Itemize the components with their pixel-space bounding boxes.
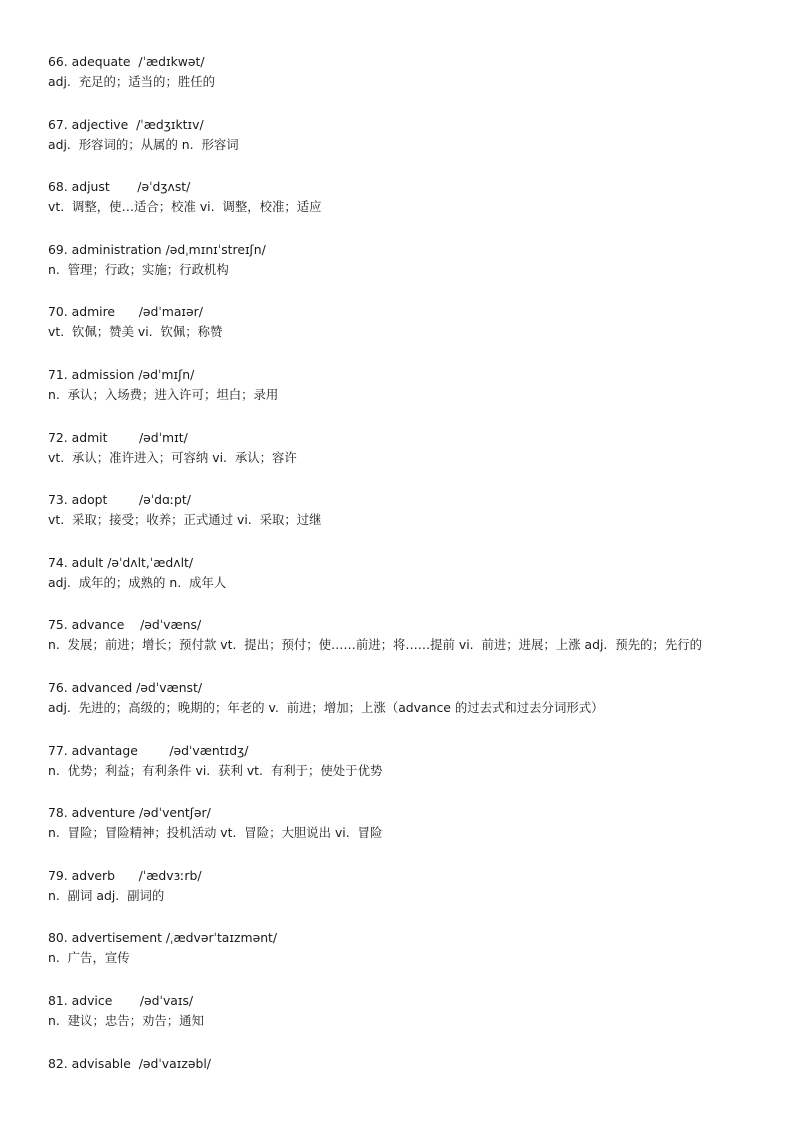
entry-definition: vt. 钦佩；赞美 vi. 钦佩；称赞 [48, 324, 223, 340]
entry-definition: adj. 成年的；成熟的 n. 成年人 [48, 574, 227, 590]
entry-headword: 76. advanced /ədˈvænst/ [48, 679, 203, 695]
entry-definition: n. 优势；利益；有利条件 vi. 获利 vt. 有利于；使处于优势 [48, 762, 383, 778]
entry-definition: n. 管理；行政；实施；行政机构 [48, 261, 229, 277]
entry-headword: 68. adjust /əˈdʒʌst/ [48, 179, 191, 195]
vocab-entry-77 [48, 741, 768, 804]
vocab-entry-82 [48, 1054, 768, 1117]
vocab-entry-78 [48, 803, 768, 866]
vocab-entry-79 [48, 866, 768, 929]
entry-definition: adj. 形容词的；从属的 n. 形容词 [48, 136, 239, 152]
entry-definition: adj. 充足的；适当的；胜任的 [48, 74, 216, 89]
entry-headword: 77. advantage /ədˈvæntɪdʒ/ [48, 742, 249, 758]
entry-definition: vt. 采取；接受；收养；正式通过 vi. 采取；过继 [48, 512, 322, 528]
entry-headword: 66. adequate /ˈædɪkwət/ [48, 54, 205, 69]
entry-headword: 72. admit /ədˈmɪt/ [48, 429, 188, 445]
vocab-entry-81 [48, 991, 768, 1054]
entry-headword: 70. admire /ədˈmaɪər/ [48, 304, 203, 320]
entry-headword: 67. adjective /ˈædʒɪktɪv/ [48, 116, 204, 132]
vocab-entry-71 [48, 365, 768, 428]
entry-headword: 75. advance /ədˈvæns/ [48, 617, 202, 633]
vocab-entry-72 [48, 428, 768, 491]
entry-definition: n. 广告，宣传 [48, 950, 130, 966]
vocabulary-list [48, 52, 768, 1116]
entry-definition: n. 发展；前进；增长；预付款 vt. 提出；预付；使……前进；将……提前 vi. 前进；进展；上涨 adj. 预先的；先行的 [48, 637, 702, 653]
entry-headword: 79. adverb /ˈædvɜːrb/ [48, 867, 202, 883]
vocab-entry-73 [48, 490, 768, 553]
vocab-entry-68 [48, 177, 768, 240]
entry-definition: adj. 先进的；高级的；晚期的；年老的 v. 前进；增加；上涨（advance 的过去式和过去分词形式） [48, 699, 604, 715]
vocab-entry-66 [48, 52, 768, 115]
entry-headword: 78. adventure /ədˈventʃər/ [48, 805, 211, 821]
entry-headword: 80. advertisement /ˌædvərˈtaɪzmənt/ [48, 930, 278, 946]
vocab-entry-80 [48, 928, 768, 991]
vocab-entry-70 [48, 302, 768, 365]
entry-definition: n. 承认；入场费；进入许可；坦白；录用 [48, 386, 279, 402]
entry-definition: n. 冒险；冒险精神；投机活动 vt. 冒险；大胆说出 vi. 冒险 [48, 825, 383, 841]
entry-headword: 74. adult /əˈdʌlt,ˈædʌlt/ [48, 554, 194, 570]
vocab-entry-74 [48, 553, 768, 616]
entry-definition: vt. 调整，使…适合；校准 vi. 调整，校准；适应 [48, 199, 322, 215]
entry-headword: 81. advice /ədˈvaɪs/ [48, 992, 194, 1008]
entry-definition: n. 建议；忠告；劝告；通知 [48, 1012, 204, 1028]
vocab-entry-67 [48, 115, 768, 178]
entry-headword: 82. advisable /ədˈvaɪzəbl/ [48, 1055, 211, 1071]
entry-headword: 71. admission /ədˈmɪʃn/ [48, 366, 195, 382]
entry-definition: n. 副词 adj. 副词的 [48, 887, 165, 903]
entry-definition: vt. 承认；准许进入；可容纳 vi. 承认；容许 [48, 449, 297, 465]
vocab-entry-75 [48, 615, 768, 678]
vocab-entry-69 [48, 240, 768, 303]
entry-headword: 69. administration /ədˌmɪnɪˈstreɪʃn/ [48, 241, 266, 257]
vocab-entry-76 [48, 678, 768, 741]
entry-headword: 73. adopt /əˈdɑːpt/ [48, 492, 191, 508]
